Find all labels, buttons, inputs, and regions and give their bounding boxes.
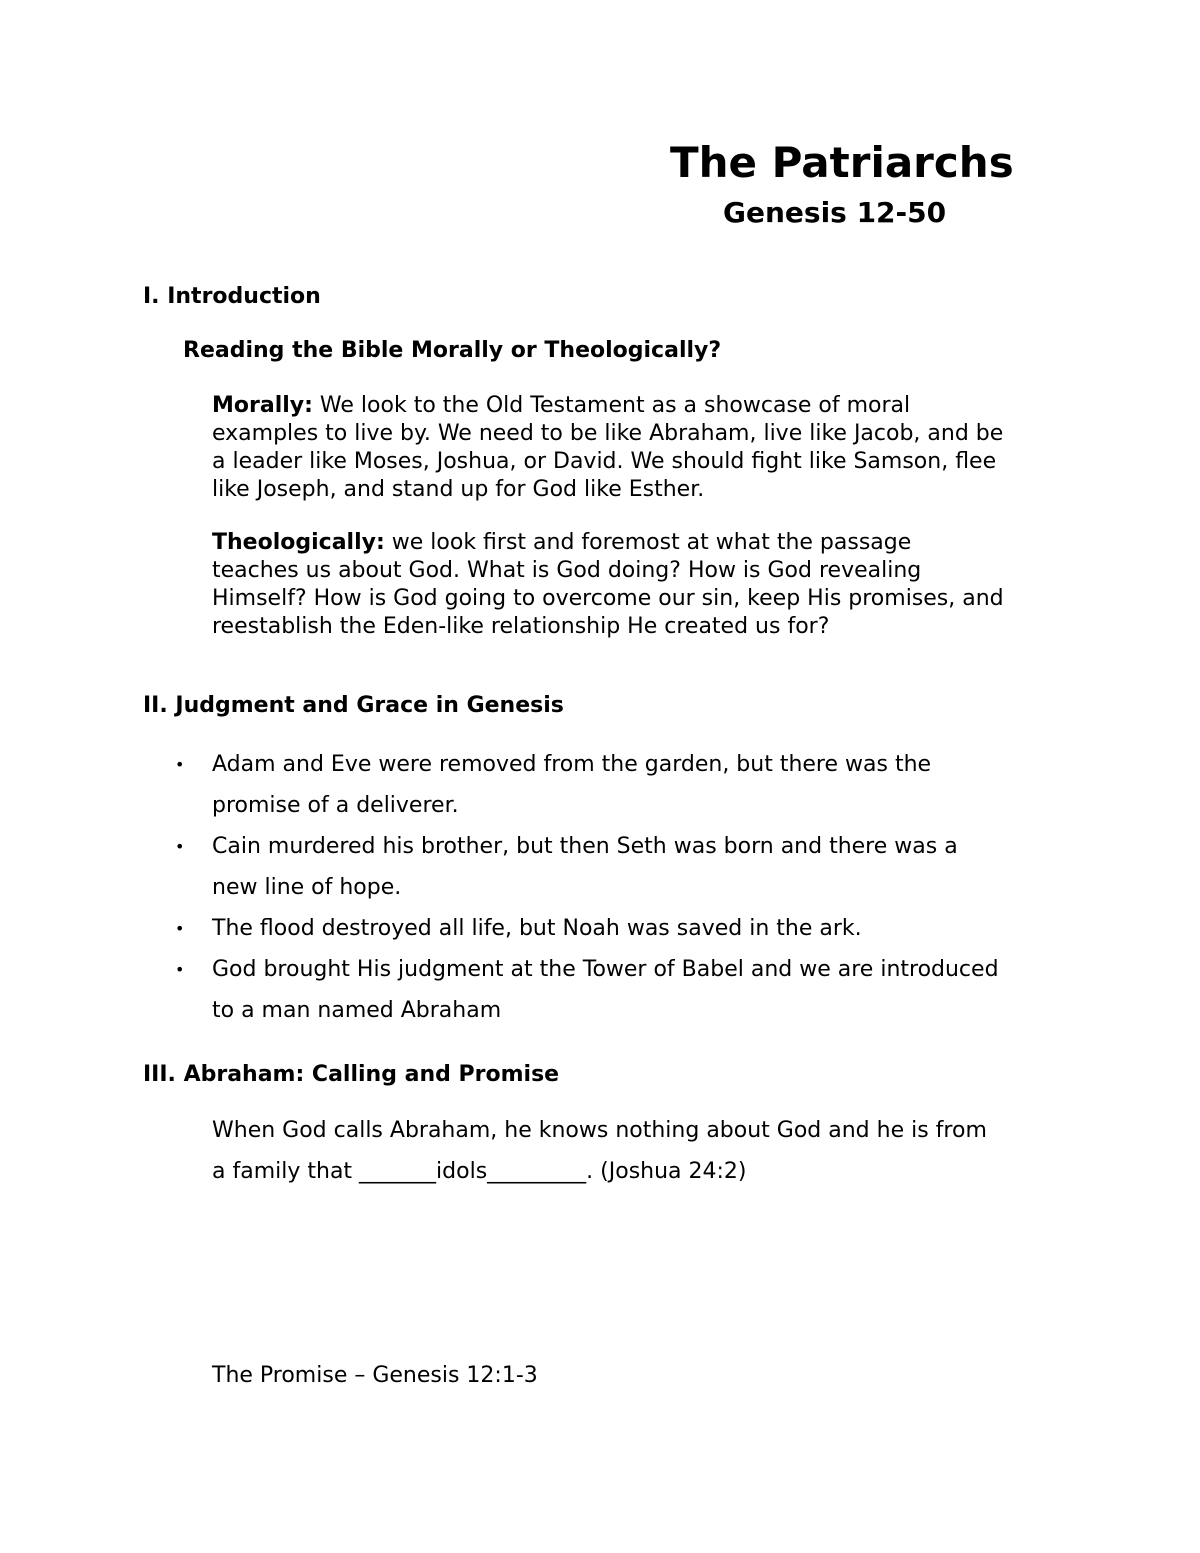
section-heading-introduction: I. Introduction [143, 284, 321, 309]
bullet-4-line-2: to a man named Abraham [212, 998, 502, 1023]
fill-in-answer: idols [436, 1159, 488, 1184]
document-subtitle: Genesis 12-50 [723, 196, 947, 229]
morally-line-4: like Joseph, and stand up for God like Esther. [212, 477, 705, 502]
promise-heading: The Promise – Genesis 12:1-3 [212, 1363, 538, 1388]
theologically-text-1: we look first and foremost at what the passage [384, 530, 912, 555]
morally-line-2: examples to live by. We need to be like Abraham, live like Jacob, and be [212, 421, 1004, 446]
morally-label: Morally: [212, 393, 313, 418]
list-item [173, 744, 999, 826]
bullet-icon: • [175, 755, 185, 774]
bullet-2-line-2: new line of hope. [212, 875, 402, 900]
section-heading-judgment-grace: II. Judgment and Grace in Genesis [143, 693, 564, 718]
theologically-label: Theologically: [212, 530, 385, 555]
title-text: The Patriarchs [670, 138, 1014, 187]
bullet-1-line-1: Adam and Eve were removed from the garden, but there was the [212, 752, 932, 777]
theologically-paragraph [212, 529, 1004, 641]
blank-before-answer: _______ [359, 1159, 437, 1184]
abraham-line-1: When God calls Abraham, he knows nothing about God and he is from [212, 1118, 987, 1143]
theologically-line-4: reestablish the Eden-like relationship He created us for? [212, 614, 830, 639]
bullet-icon: • [175, 837, 185, 856]
abraham-line-2 [212, 1151, 987, 1192]
judgment-bullet-list [173, 744, 999, 1031]
theologically-line-2: teaches us about God. What is God doing? How is God revealing [212, 558, 922, 583]
bullet-3-line-1: The flood destroyed all life, but Noah was saved in the ark. [212, 916, 862, 941]
morally-line-3: a leader like Moses, Joshua, or David. We should fight like Samson, flee [212, 449, 997, 474]
list-item [173, 949, 999, 1031]
bullet-1-line-2: promise of a deliverer. [212, 793, 459, 818]
abraham-line-2-prefix: a family that [212, 1159, 360, 1184]
morally-paragraph [212, 392, 1003, 504]
theologically-line-1 [212, 529, 1004, 557]
morally-line-1 [212, 392, 1003, 420]
bullet-icon: • [175, 960, 185, 979]
theologically-line-3: Himself? How is God going to overcome our sin, keep His promises, and [212, 586, 1004, 611]
list-item [173, 908, 999, 949]
list-item [173, 826, 999, 908]
scripture-reference: . (Joshua 24:2) [586, 1159, 747, 1184]
section-heading-abraham: III. Abraham: Calling and Promise [143, 1062, 560, 1087]
subheading-reading-bible: Reading the Bible Morally or Theologically? [183, 338, 722, 363]
bullet-2-line-1: Cain murdered his brother, but then Seth was born and there was a [212, 834, 958, 859]
blank-after-answer: _________ [487, 1159, 587, 1184]
bullet-icon: • [175, 919, 185, 938]
abraham-paragraph [212, 1110, 987, 1192]
morally-text-1: We look to the Old Testament as a showcase of moral [312, 393, 911, 418]
bullet-4-line-1: God brought His judgment at the Tower of Babel and we are introduced [212, 957, 999, 982]
